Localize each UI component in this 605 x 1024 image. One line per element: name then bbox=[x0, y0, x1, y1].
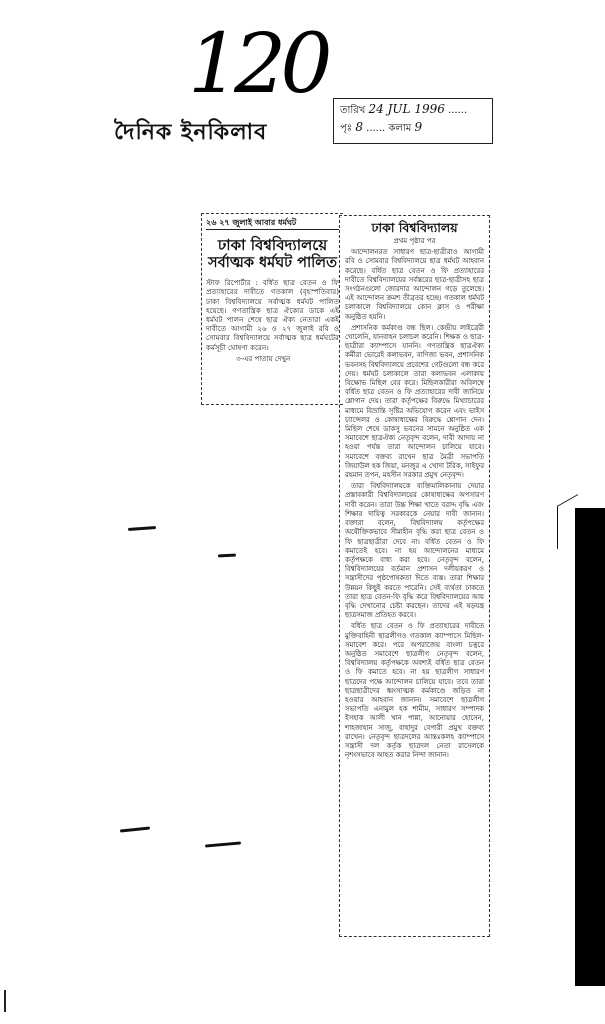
scan-mark bbox=[128, 526, 156, 531]
stamp-page-label: পৃঃ bbox=[340, 123, 353, 134]
scan-mark bbox=[4, 990, 6, 1012]
stamp-page-value: 8 bbox=[355, 120, 363, 134]
stamp-column-label: কলাম bbox=[388, 123, 412, 134]
continuation-subtitle: প্রথম পৃষ্ঠার পর bbox=[393, 237, 436, 245]
paragraph: বর্ধিত ছাত্র বেতন ও ফি প্রত্যাহারের দাবীতে মুক্তিবাহিনী ছাত্রলীগও গতকাল ক্যাম্পাসে মিছিল-সমাবেশ করে। পরে অপরাজেয় বাংলা চত্বরে অনুষ্ঠিত সমাবেশে ছাত্রলীগ নেতৃবৃন্দ বলেন, বিশ্ববিদ্যালয় কর্তৃপক্ষকে অবশ্যই বর্ধিত ছাত্র বেতন ও ফি কমাতে হবে। না হয় ছাত্রলীগ সাধারণ ছাত্রদের পক্ষে আন্দোলন চালিয়ে যাবে। তবে তারা ছাত্রছাত্রীদের ধ্বংসাত্মক কর্মকাণ্ডে জড়িত না হওয়ার আহবান জানান। সমাবেশে ছাত্রলীগ সভাপতি এনামুল হক শামীম, সাধারণ সম্পাদক ইসহাক আলী খান পান্না, আনোয়ার হোসেন, শাহজাহান সাজু, বাহাদুর বেপারী প্রমুখ বক্তব্য রাখেন। নেতৃবৃন্দ ছাত্রদলের আন্তঃকলহ ক্যাম্পাসে সন্ত্রাসী দল কর্তৃক ছাত্রদল নেতা রাসেলকে নৃশংসভাবে আহত করার নিন্দা জানান। bbox=[345, 622, 484, 760]
clipping-rule bbox=[206, 229, 339, 230]
scan-mark bbox=[120, 826, 150, 832]
scan-mark bbox=[205, 841, 241, 847]
stamp-date-value: 24 JUL 1996 bbox=[368, 102, 445, 116]
paragraph: প্রশাসনিক কর্মকাণ্ড বন্ধ ছিল। কেন্দ্রীয় লাইব্রেরী খোলেনি, যানবাহন চলাচল করেনি। শিক্ষক ও ছাত্র-ছাত্রীরা ক্যাম্পাসে যাননি। গণতান্ত্রিক ছাত্রঐক্য কর্মীরা ভোরেই কলাভবন, বাণিজ্য ভবন, প্রশাসনিক ভবনসহ বিশ্ববিদ্যালয়ে প্রবেশের গেটগুলো বন্ধ করে দেয়। ধর্মঘট চলাকালে তারা কলাভবন এলাকায় বিক্ষোভ মিছিল বের করে। মিছিলকারীরা অবিলম্বে বর্ধিত ছাত্র বেতন ও ফি প্রত্যাহারের দাবী জানিয়ে শ্লোগান দেয়। তারা কর্তৃপক্ষের বিরুদ্ধে মিথ্যাচারের মাধ্যমে বিভ্রান্তি সৃষ্টির অভিযোগ করেন এবং ভাইস চ্যান্সেলর ও কোষাধ্যক্ষের বিরুদ্ধে শ্লোগান দেন। মিছিল শেষে ডাকসু ভবনের সামনে অনুষ্ঠিত এক সমাবেশে ছাত্রঐক্য নেতৃবৃন্দ বলেন, দাবী আদায় না হওয়া পর্যন্ত তারা আন্দোলন চালিয়ে যাবে। সমাবেশে বক্তব্য রাখেন ছাত্র মৈত্রী সভাপতি জিয়াউল হক জিয়া, মনজুর এ খোদা টরিক, সাইফুর রহমান তপন, মহসীন সরকার প্রমুখ নেতৃবৃন্দ। bbox=[345, 323, 484, 480]
handwritten-archive-number: 120 bbox=[188, 17, 327, 112]
news-clipping-left bbox=[201, 213, 343, 405]
scan-mark bbox=[218, 554, 236, 558]
stamp-page-row: পৃঃ 8 ...... কলাম 9 bbox=[340, 120, 423, 134]
article-body: স্টাফ রিপোর্টার : বর্ধিত ছাত্র বেতন ও ফি প্রত্যাহারের দাবীতে গতকাল (বৃহস্পতিবার) ঢাকা বিশ্ববিদ্যালয়ে সর্বাত্মক ধর্মঘট পালিত হয়েছে। গণতান্ত্রিক ছাত্র ঐক্যের ডাকে এই ধর্মঘট পালন শেষে ছাত্র ঐক্য নেতারা একই দাবীতে আগামী ২৬ ও ২৭ জুলাই রবি ও সোমবার বিশ্ববিদ্যালয়ে সর্বাত্মক ছাত্র ধর্মঘটের কর্মসূচী ঘোষণা করেন। bbox=[206, 278, 339, 352]
news-clipping-right bbox=[339, 215, 490, 937]
clipping-date-line: ২৬ ২৭ জুলাই আবার ধর্মঘট bbox=[206, 218, 297, 227]
paragraph: আন্দোলনরত সাধারণ ছাত্র-ছাত্রীরাও আগামী রবি ও সোমবার বিশ্ববিদ্যালয়ে ছাত্র ধর্মঘট আহবান করেছে। বর্ধিত ছাত্র বেতন ও ফি প্রত্যাহারের দাবীতে বিশ্ববিদ্যালয়ের সর্বস্তরের ছাত্র-ছাত্রীসহ ছাত্র সংগঠনগুলো জোরদার আন্দোলন গড়ে তুলেছে। এই আন্দোলন ক্রমশ তীব্রতর হচ্ছে। গতকাল ধর্মঘট চলাকালে বিশ্ববিদ্যালয়ে কোন ক্লাস ও পরীক্ষা অনুষ্ঠিত হয়নি। bbox=[345, 248, 484, 321]
stamp-column-value: 9 bbox=[414, 120, 423, 134]
archive-date-stamp bbox=[333, 98, 493, 144]
paragraph: তারা বিশ্ববিদ্যালয়কে ব্যক্তিমালিকানায় দেয়ার প্রস্তাবকারী বিশ্ববিদ্যালয়ের কোষাধ্যক্ষের অপসারণ দাবী করেন। তারা উচ্চ শিক্ষা খাতে বরাদ্দ বৃদ্ধি এবং শিক্ষার দায়িত্ব সরকারকে নেয়ার দাবী জানান। বক্তারা বলেন, বিশ্ববিদ্যালয় কর্তৃপক্ষের অযৌক্তিকভাবে সীমাহীন বৃদ্ধি করা ছাত্র বেতন ও ফি ছাত্রছাত্রীরা দেবে না। বর্ধিত বেতন ও ফি কমাতেই হবে। না হয় আন্দোলনের মাধ্যমে কর্তৃপক্ষকে বাধ্য করা হবে। নেতৃবৃন্দ বলেন, বিশ্ববিদ্যালয়ের বর্তমান প্রশাসন দলীয়করণ ও সন্ত্রাসীদের পৃষ্ঠপোষকতা দিতে ব্যস্ত। তারা শিক্ষার উন্নয়ন কিছুই করতে পারেনি। সেই ব্যর্থতা ঢাকতে তারা ছাত্র বেতন-ফি বৃদ্ধি করে বিশ্ববিদ্যালয়ের আয় বৃদ্ধি দেখানোর চেষ্টা করছেন। তাদের এই ষড়যন্ত্র ছাত্রসমাজ প্রতিহত করবে। bbox=[345, 482, 484, 620]
stamp-date-label: তারিখ bbox=[340, 105, 366, 116]
headline-line-2: সর্বাত্মক ধর্মঘট পালিত bbox=[208, 255, 337, 272]
scan-edge-shadow bbox=[575, 508, 605, 986]
newspaper-masthead: দৈনিক ইনকিলাব bbox=[114, 120, 268, 145]
continuation-title: ঢাকা বিশ্ববিদ্যালয় bbox=[371, 220, 458, 235]
headline-line-1: ঢাকা বিশ্ববিদ্যালয়ে bbox=[217, 236, 328, 255]
continued-note: ৩-এর পাতায় দেখুন bbox=[236, 354, 291, 363]
stamp-date-row: তারিখ 24 JUL 1996 ...... bbox=[340, 102, 468, 116]
clipping-cut-line bbox=[201, 404, 343, 405]
continuation-body bbox=[345, 248, 484, 760]
